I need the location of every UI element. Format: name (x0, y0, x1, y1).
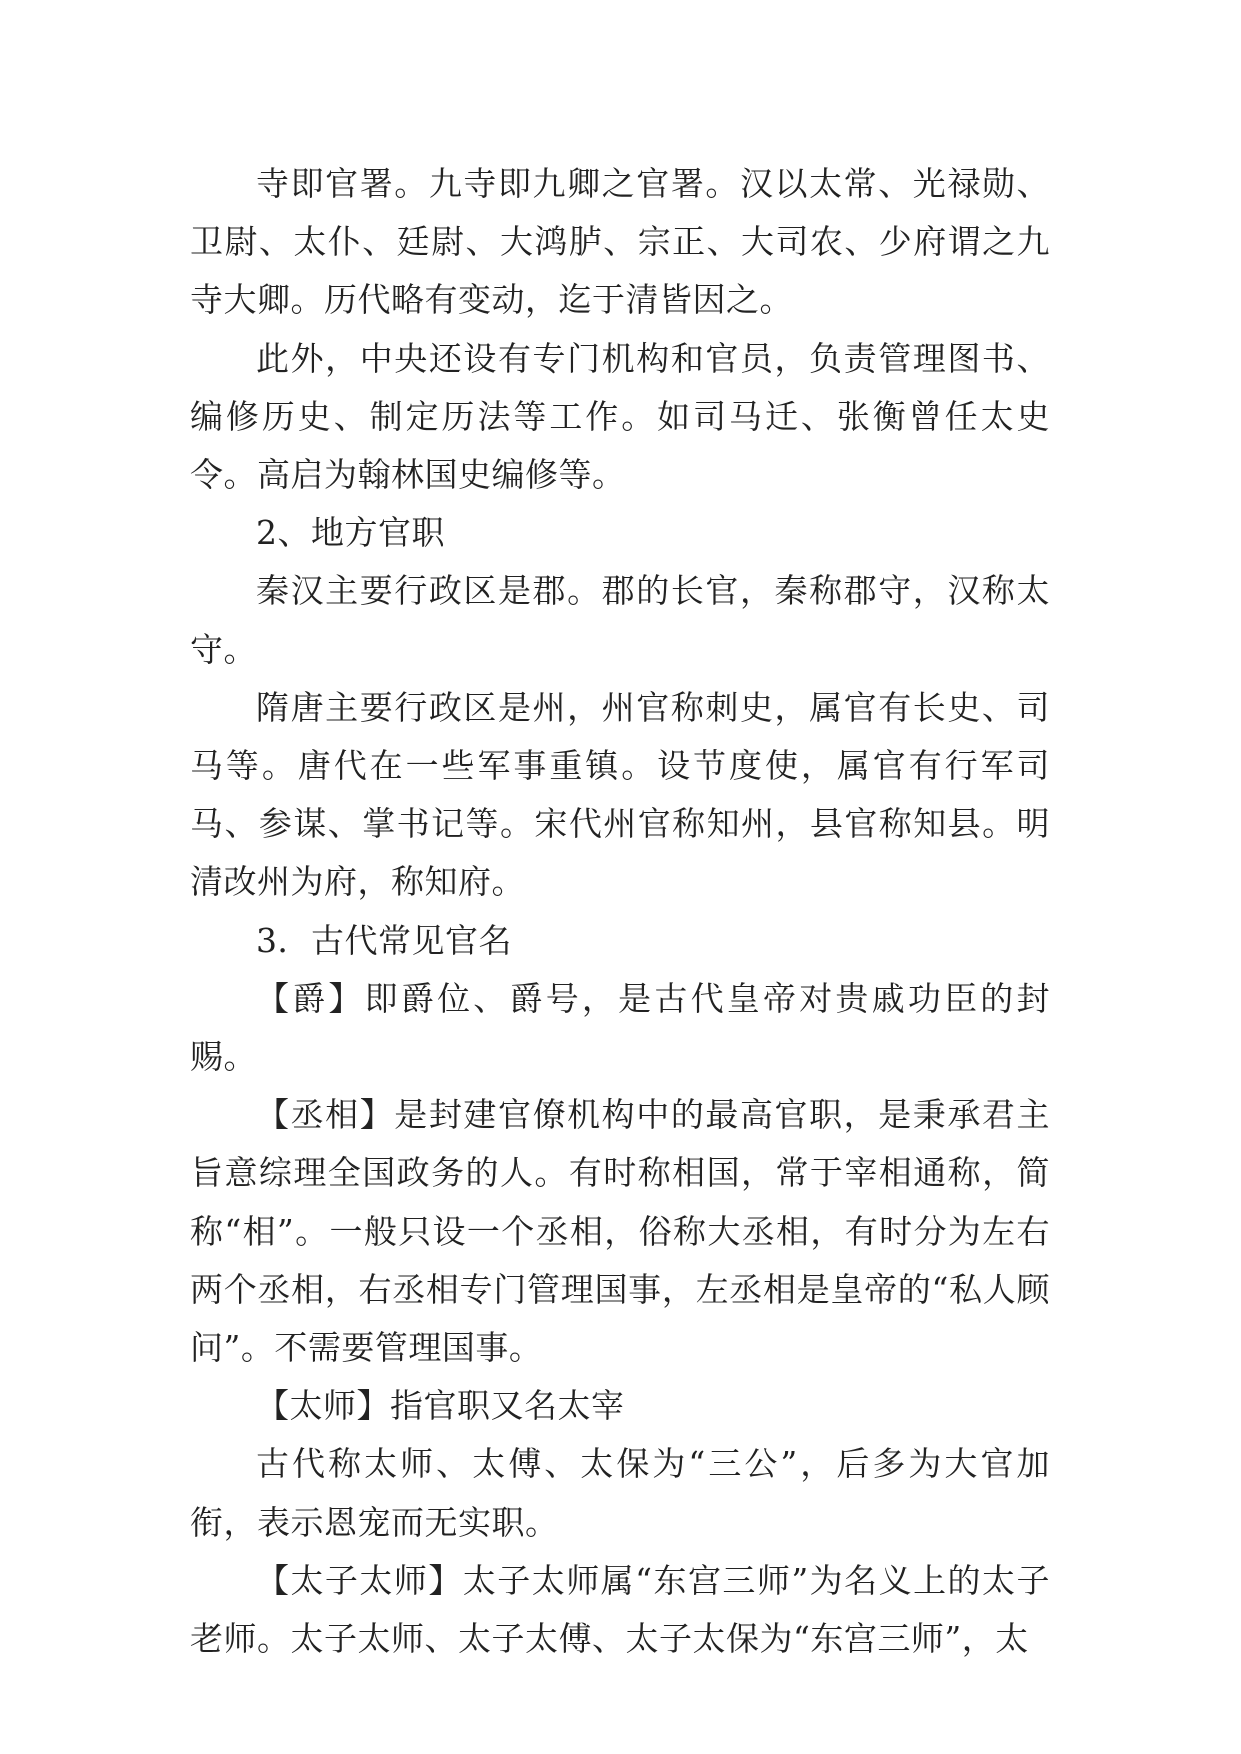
paragraph-nine-ministries: 寺即官署。九寺即九卿之官署。汉以太常、光禄勋、卫尉、太仆、廷尉、大鸿胪、宗正、大司农、少府谓之九寺大卿。历代略有变动，迄于清皆因之。 (190, 164, 1050, 320)
paragraph-sui-tang: 隋唐主要行政区是州，州官称刺史，属官有长史、司马等。唐代在一些军事重镇。设节度使，属官有行军司马、参谋、掌书记等。宋代州官称知州，县官称知县。明清改州为府，称知府。 (190, 687, 1050, 902)
paragraph-taishi: 【太师】指官职又名太宰 (256, 1386, 625, 1426)
paragraph-sangong: 古代称太师、太傅、太保为“三公”，后多为大官加衔，表示恩宠而无实职。 (190, 1444, 1050, 1542)
heading-local-offices: 2、地方官职 (256, 513, 445, 553)
document-body (190, 155, 1050, 1668)
heading-common-titles: 3．古代常见官名 (256, 920, 512, 960)
paragraph-qin-han: 秦汉主要行政区是郡。郡的长官，秦称郡守，汉称太守。 (190, 571, 1050, 669)
paragraph-chengxiang: 【丞相】是封建官僚机构中的最高官职，是秉承君主旨意综理全国政务的人。有时称相国，常于宰相通称，简称“相”。一般只设一个丞相，俗称大丞相，有时分为左右两个丞相，右丞相专门管理国事，左丞相是皇帝的“私人顾问”。不需要管理国事。 (190, 1095, 1050, 1368)
paragraph-special-offices: 此外，中央还设有专门机构和官员，负责管理图书、编修历史、制定历法等工作。如司马迁、张衡曾任太史令。高启为翰林国史编修等。 (190, 338, 1050, 495)
paragraph-jue: 【爵】即爵位、爵号，是古代皇帝对贵戚功臣的封赐。 (190, 978, 1050, 1077)
paragraph-taizi-taishi: 【太子太师】太子太师属“东宫三师”为名义上的太子老师。太子太师、太子太傅、太子太保为“东宫三师”，太 (190, 1560, 1050, 1659)
